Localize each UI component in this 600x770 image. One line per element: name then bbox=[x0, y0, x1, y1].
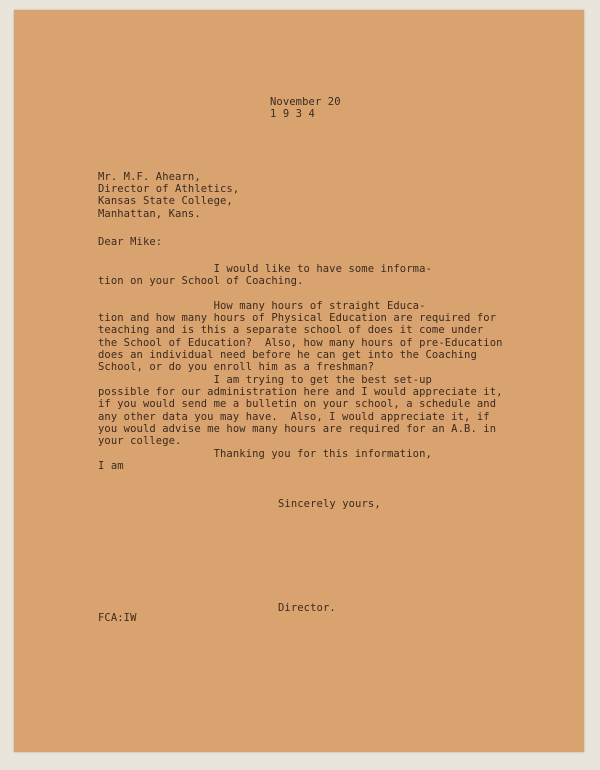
text-line: I would like to have some informa- bbox=[98, 263, 432, 275]
text-line: How many hours of straight Educa- bbox=[98, 300, 426, 312]
text-line: tion on your School of Coaching. bbox=[98, 275, 304, 288]
text-line: teaching and is this a separate school of does it come under bbox=[98, 324, 484, 337]
letter-page bbox=[14, 10, 584, 752]
text-line: possible for our administration here and I would appreciate it, bbox=[98, 386, 503, 399]
signature-title: Director. bbox=[278, 602, 336, 614]
closing: Sincerely yours, bbox=[278, 498, 381, 510]
date-month-day: November 20 bbox=[270, 96, 341, 108]
paragraph-4 bbox=[98, 448, 432, 472]
paragraph-3 bbox=[98, 374, 503, 447]
text-line: your college. bbox=[98, 435, 182, 448]
text-line: tion and how many hours of Physical Education are required for bbox=[98, 312, 497, 325]
reference-initials: FCA:IW bbox=[98, 612, 137, 624]
recipient-address bbox=[98, 171, 239, 220]
address-line: Mr. M.F. Ahearn, bbox=[98, 171, 201, 183]
text-line: School, or do you enroll him as a freshman? bbox=[98, 361, 375, 374]
text-line: any other data you may have. Also, I would appreciate it, if bbox=[98, 410, 490, 423]
address-line: Director of Athletics, bbox=[98, 183, 240, 196]
text-line: the School of Education? Also, how many hours of pre-Education bbox=[98, 336, 503, 349]
text-line: if you would send me a bulletin on your school, a schedule and bbox=[98, 398, 497, 411]
address-line: Kansas State College, bbox=[98, 195, 233, 208]
paragraph-2 bbox=[98, 300, 503, 373]
date-block bbox=[270, 96, 341, 120]
date-year: 1 9 3 4 bbox=[270, 108, 315, 121]
text-line: you would advise me how many hours are required for an A.B. in bbox=[98, 422, 497, 435]
salutation: Dear Mike: bbox=[98, 236, 163, 248]
text-line: does an individual need before he can get into the Coaching bbox=[98, 348, 477, 361]
paragraph-1 bbox=[98, 263, 432, 287]
text-line: Thanking you for this information, bbox=[98, 448, 432, 460]
text-line: I am bbox=[98, 460, 124, 473]
text-line: I am trying to get the best set-up bbox=[98, 374, 432, 386]
address-line: Manhattan, Kans. bbox=[98, 207, 201, 220]
